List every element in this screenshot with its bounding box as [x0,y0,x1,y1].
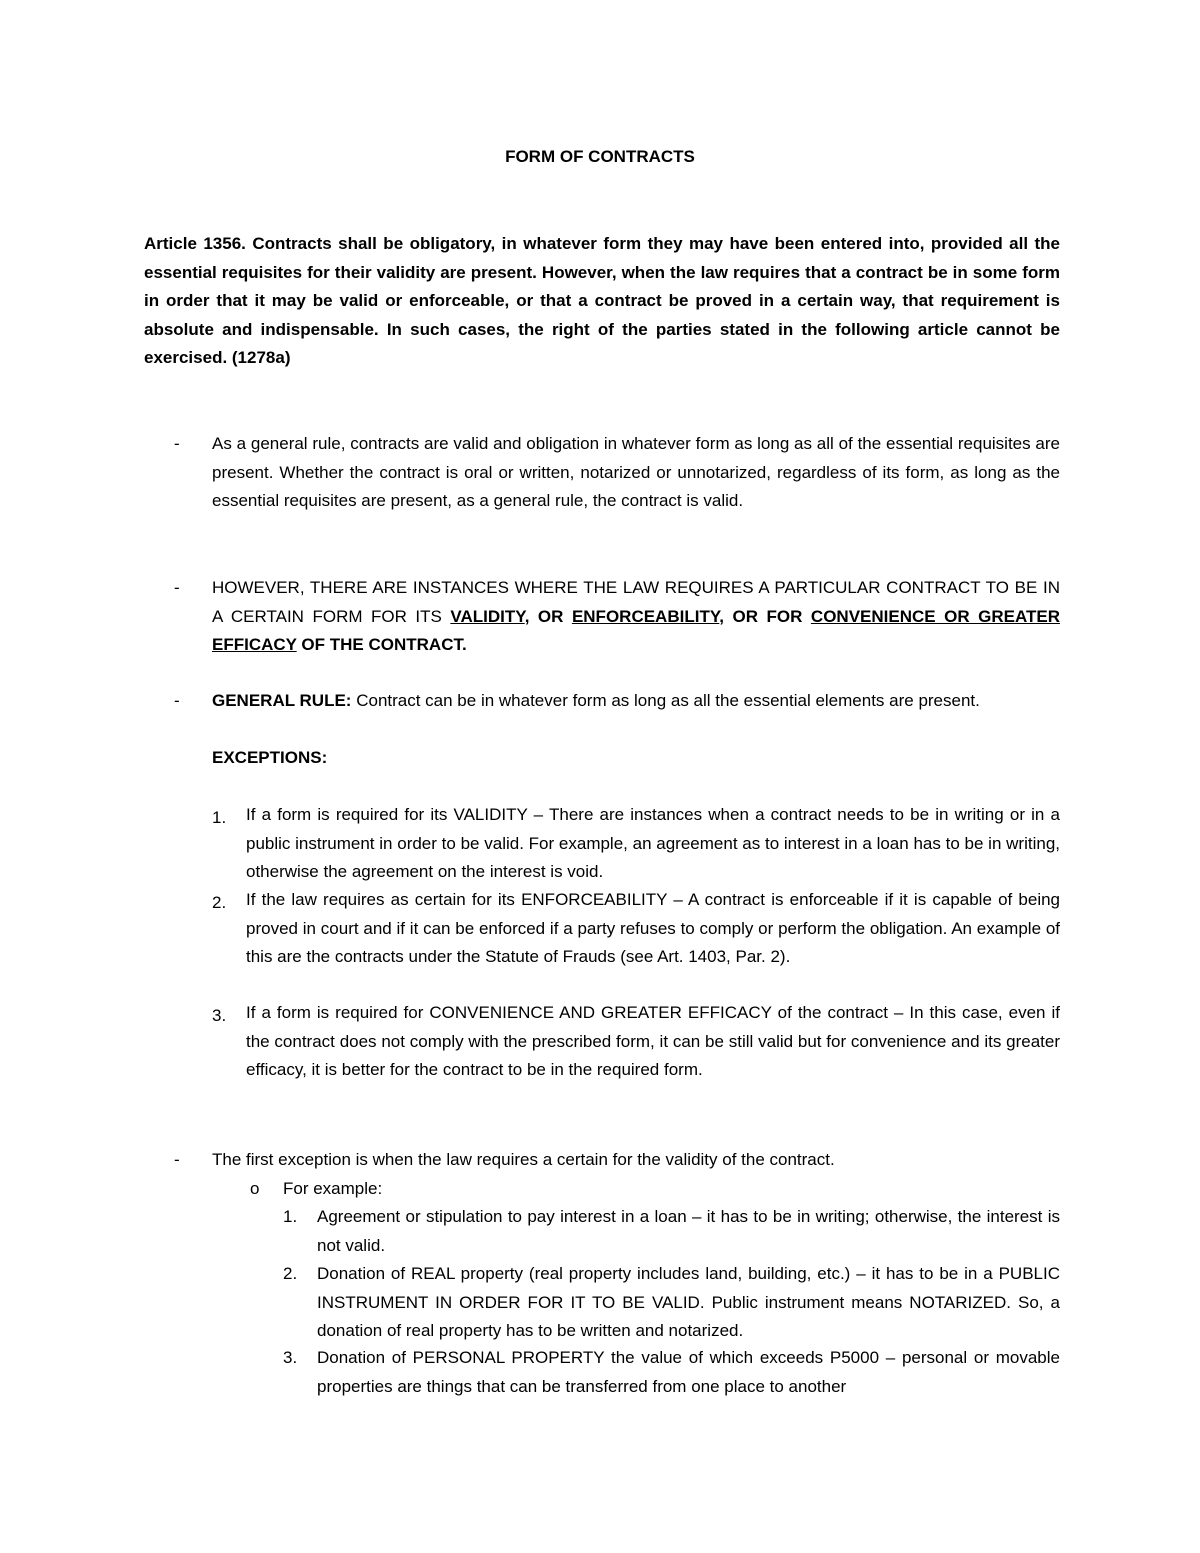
exceptions-heading: EXCEPTIONS: [212,748,328,767]
however-paragraph [212,574,1060,660]
general-rule-explanation: As a general rule, contracts are valid and obligation in whatever form as long as all of the essential requisites are present. Whether the contract is oral or written, notarized or unnotarized, regardless of its form, as long as the essential requisites are present, as a general rule, the contract is valid. [212,434,1060,510]
general-rule-label: GENERAL RULE: [212,691,352,710]
separator: , OR [524,606,572,626]
bullet-dash: - [174,1150,180,1169]
example-number: 3. [283,1348,298,1367]
example-number: 2. [283,1264,298,1283]
bullet-dash: - [174,434,180,453]
bullet-dash: - [174,578,180,597]
convenience-term: CONVENIENCE OR GREATER EFFICACY [212,606,1060,654]
example-item-interest: Agreement or stipulation to pay interest in a loan – it has to be in writing; otherwise, the interest is not valid. [317,1207,1060,1255]
however-text: HOWEVER, THERE ARE INSTANCES WHERE THE LAW REQUIRES A PARTICULAR CONTRACT TO BE IN A CERTAIN FORM FOR ITS [212,578,1060,626]
exception-number: 2. [212,893,227,912]
enforceability-term: ENFORCEABILITY [571,606,720,626]
exception-item-enforceability: If the law requires as certain for its ENFORCEABILITY – A contract is enforceable if it is capable of being proved in court and if it can be enforced if a party refuses to comply or perform the obligation. An example of this are the contracts under the Statute of Frauds (see Art. 1403, Par. 2). [246,890,1060,966]
separator: , OR FOR [719,606,811,626]
exception-number: 1. [212,808,227,827]
bullet-dash: - [174,691,180,710]
sub-bullet-marker: o [250,1179,260,1198]
general-rule-paragraph [212,687,1060,716]
example-item-personal-property: Donation of PERSONAL PROPERTY the value of which exceeds P5000 – personal or movable properties are things that can be transferred from one place to another [317,1348,1060,1396]
page-title: FORM OF CONTRACTS [505,147,695,166]
exception-item-convenience: If a form is required for CONVENIENCE AND GREATER EFFICACY of the contract – In this case, even if the contract does not comply with the prescribed form, it can be still valid but for convenience and its greater efficacy, it is better for the contract to be in the required form. [246,1003,1060,1079]
example-number: 1. [283,1207,298,1226]
example-item-real-property: Donation of REAL property (real property includes land, building, etc.) – it has to be in a PUBLIC INSTRUMENT IN ORDER FOR IT TO BE VALID. Public instrument means NOTARIZED. So, a donation of real property has to be written and notarized. [317,1264,1060,1340]
exception-item-validity: If a form is required for its VALIDITY – There are instances when a contract needs to be in writing or in a public instrument in order to be valid. For example, an agreement as to interest in a loan has to be in writing, otherwise the agreement on the interest is void. [246,805,1060,881]
exception-number: 3. [212,1006,227,1025]
first-exception-paragraph: The first exception is when the law requires a certain for the validity of the contract. [212,1150,835,1169]
article-1356-paragraph: Article 1356. Contracts shall be obligatory, in whatever form they may have been entered into, provided all the essential requisites for their validity are present. However, when the law requires that a contract be in some form in order that it may be valid or enforceable, or that a contract be proved in a certain way, that requirement is absolute and indispensable. In such cases, the right of the parties stated in the following article cannot be exercised. (1278a) [144,234,1060,367]
general-rule-text: Contract can be in whatever form as long as all the essential elements are present. [351,691,980,710]
validity-term: VALIDITY [450,606,525,626]
sentence-end: OF THE CONTRACT. [296,635,467,654]
for-example-label: For example: [283,1179,383,1198]
